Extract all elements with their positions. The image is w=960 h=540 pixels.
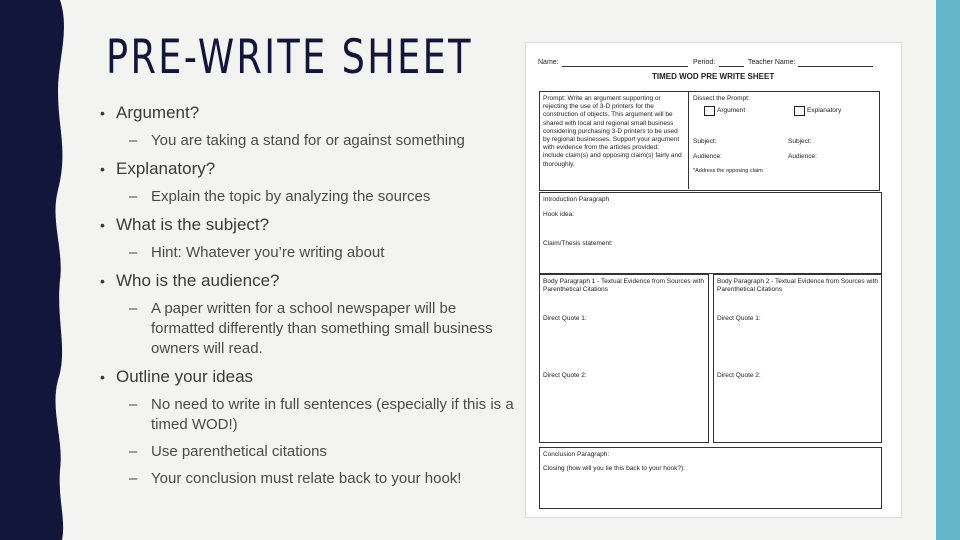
prompt-line: thoroughly. bbox=[543, 160, 575, 168]
sub-bullet-text: No need to write in full sentences (especially if this is a timed WOD!) bbox=[151, 396, 514, 433]
bullet-item: • Explanatory? bbox=[100, 158, 520, 180]
teacher-underline bbox=[798, 66, 873, 67]
dash-marker: – bbox=[129, 244, 138, 261]
worksheet-heading: TIMED WOD PRE WRITE SHEET bbox=[652, 72, 775, 81]
bullet-item: • What is the subject? bbox=[100, 214, 520, 236]
prompt-line: by regional businesses. Support your argument bbox=[543, 136, 680, 144]
decorative-right-band bbox=[936, 0, 960, 540]
prompt-line: considering purchasing 3-D printers to be used bbox=[543, 127, 678, 135]
sub-bullet-text: You are taking a stand for or against something bbox=[151, 132, 465, 149]
dash-marker: – bbox=[129, 300, 138, 317]
explanatory-checkbox bbox=[794, 106, 805, 116]
dash-marker: – bbox=[129, 470, 138, 487]
dash-marker: – bbox=[129, 132, 138, 149]
body2-box bbox=[713, 274, 882, 443]
body2-quote1-label: Direct Quote 1: bbox=[717, 315, 761, 322]
hook-label: Hook idea: bbox=[543, 211, 575, 218]
sub-bullet-item bbox=[100, 469, 520, 489]
period-underline bbox=[719, 66, 744, 67]
worksheet-image bbox=[525, 42, 902, 518]
body2-quote2-label: Direct Quote 2: bbox=[717, 372, 761, 379]
sub-bullet-item bbox=[100, 299, 520, 359]
worksheet-teacher-label: Teacher Name: bbox=[748, 59, 796, 66]
dash-marker: – bbox=[129, 443, 138, 460]
body2-heading bbox=[717, 278, 878, 294]
closing-label: Closing (how will you tie this back to your hook?): bbox=[543, 465, 685, 472]
dash-marker: – bbox=[129, 188, 138, 205]
page-title: PRE-WRITE SHEET bbox=[106, 30, 473, 85]
body1-heading-line: Body Paragraph 1 - Textual Evidence from Sources with bbox=[543, 278, 705, 285]
name-underline bbox=[562, 66, 688, 67]
intro-box bbox=[539, 192, 882, 274]
dash-marker: – bbox=[129, 396, 138, 413]
sub-bullet-text: Hint: Whatever you’re writing about bbox=[151, 244, 385, 261]
body2-heading-line: Parenthetical Citations bbox=[717, 286, 783, 294]
sub-bullet-item bbox=[100, 131, 520, 151]
dissect-label: Dissect the Prompt: bbox=[693, 95, 750, 102]
prompt-text bbox=[543, 95, 682, 169]
audience-label-2: Audience: bbox=[788, 153, 817, 160]
prompt-line: Prompt: Write an argument supporting or bbox=[543, 95, 661, 102]
prompt-divider bbox=[688, 91, 689, 189]
bullet-item: • Outline your ideas bbox=[100, 366, 520, 388]
prompt-line: construction of objects. This argument will be bbox=[543, 111, 673, 119]
prompt-line: include claim(s) and opposing claim(s) fairly and bbox=[543, 152, 682, 160]
sub-bullet-item bbox=[100, 243, 520, 263]
sub-bullet-text: Explain the topic by analyzing the sources bbox=[151, 188, 431, 205]
body1-box bbox=[539, 274, 709, 443]
sub-bullet-text: Your conclusion must relate back to your hook! bbox=[151, 470, 462, 487]
bullet-item: • Who is the audience? bbox=[100, 270, 520, 292]
sub-bullet-text: A paper written for a school newspaper will be formatted differently than something small business owners will read. bbox=[151, 300, 493, 357]
worksheet-name-label: Name: bbox=[538, 59, 559, 66]
sub-bullet-item bbox=[100, 395, 520, 435]
audience-label: Audience: bbox=[693, 153, 722, 160]
body1-quote1-label: Direct Quote 1: bbox=[543, 315, 587, 322]
address-note: *Address the opposing claim bbox=[693, 168, 763, 174]
prompt-line: shared with local and regional small business bbox=[543, 119, 674, 127]
subject-label-2: Subject: bbox=[788, 138, 812, 145]
body2-heading-line: Body Paragraph 2 - Textual Evidence from Sources with bbox=[717, 278, 879, 285]
sub-bullet-text: Use parenthetical citations bbox=[151, 443, 327, 460]
prompt-line: with evidence from the articles provided; bbox=[543, 144, 659, 152]
subject-label: Subject: bbox=[693, 138, 717, 145]
argument-label: Argument bbox=[717, 107, 746, 114]
body1-heading bbox=[543, 278, 704, 294]
bullet-list bbox=[100, 102, 520, 496]
argument-checkbox bbox=[704, 106, 715, 116]
sub-bullet-item bbox=[100, 187, 520, 207]
conclusion-label: Conclusion Paragraph: bbox=[543, 451, 610, 458]
prompt-line: rejecting the use of 3-D printers for the bbox=[543, 103, 654, 111]
claim-label: Claim/Thesis statement: bbox=[543, 240, 613, 247]
intro-label: Introduction Paragraph bbox=[543, 196, 610, 203]
sub-bullet-item bbox=[100, 442, 520, 462]
body1-quote2-label: Direct Quote 2: bbox=[543, 372, 587, 379]
bullet-item: • Argument? bbox=[100, 102, 520, 124]
worksheet-period-label: Period: bbox=[693, 59, 716, 66]
body1-heading-line: Parenthetical Citations bbox=[543, 286, 609, 294]
explanatory-label: Explanatory bbox=[807, 107, 842, 114]
decorative-left-band bbox=[0, 0, 70, 540]
